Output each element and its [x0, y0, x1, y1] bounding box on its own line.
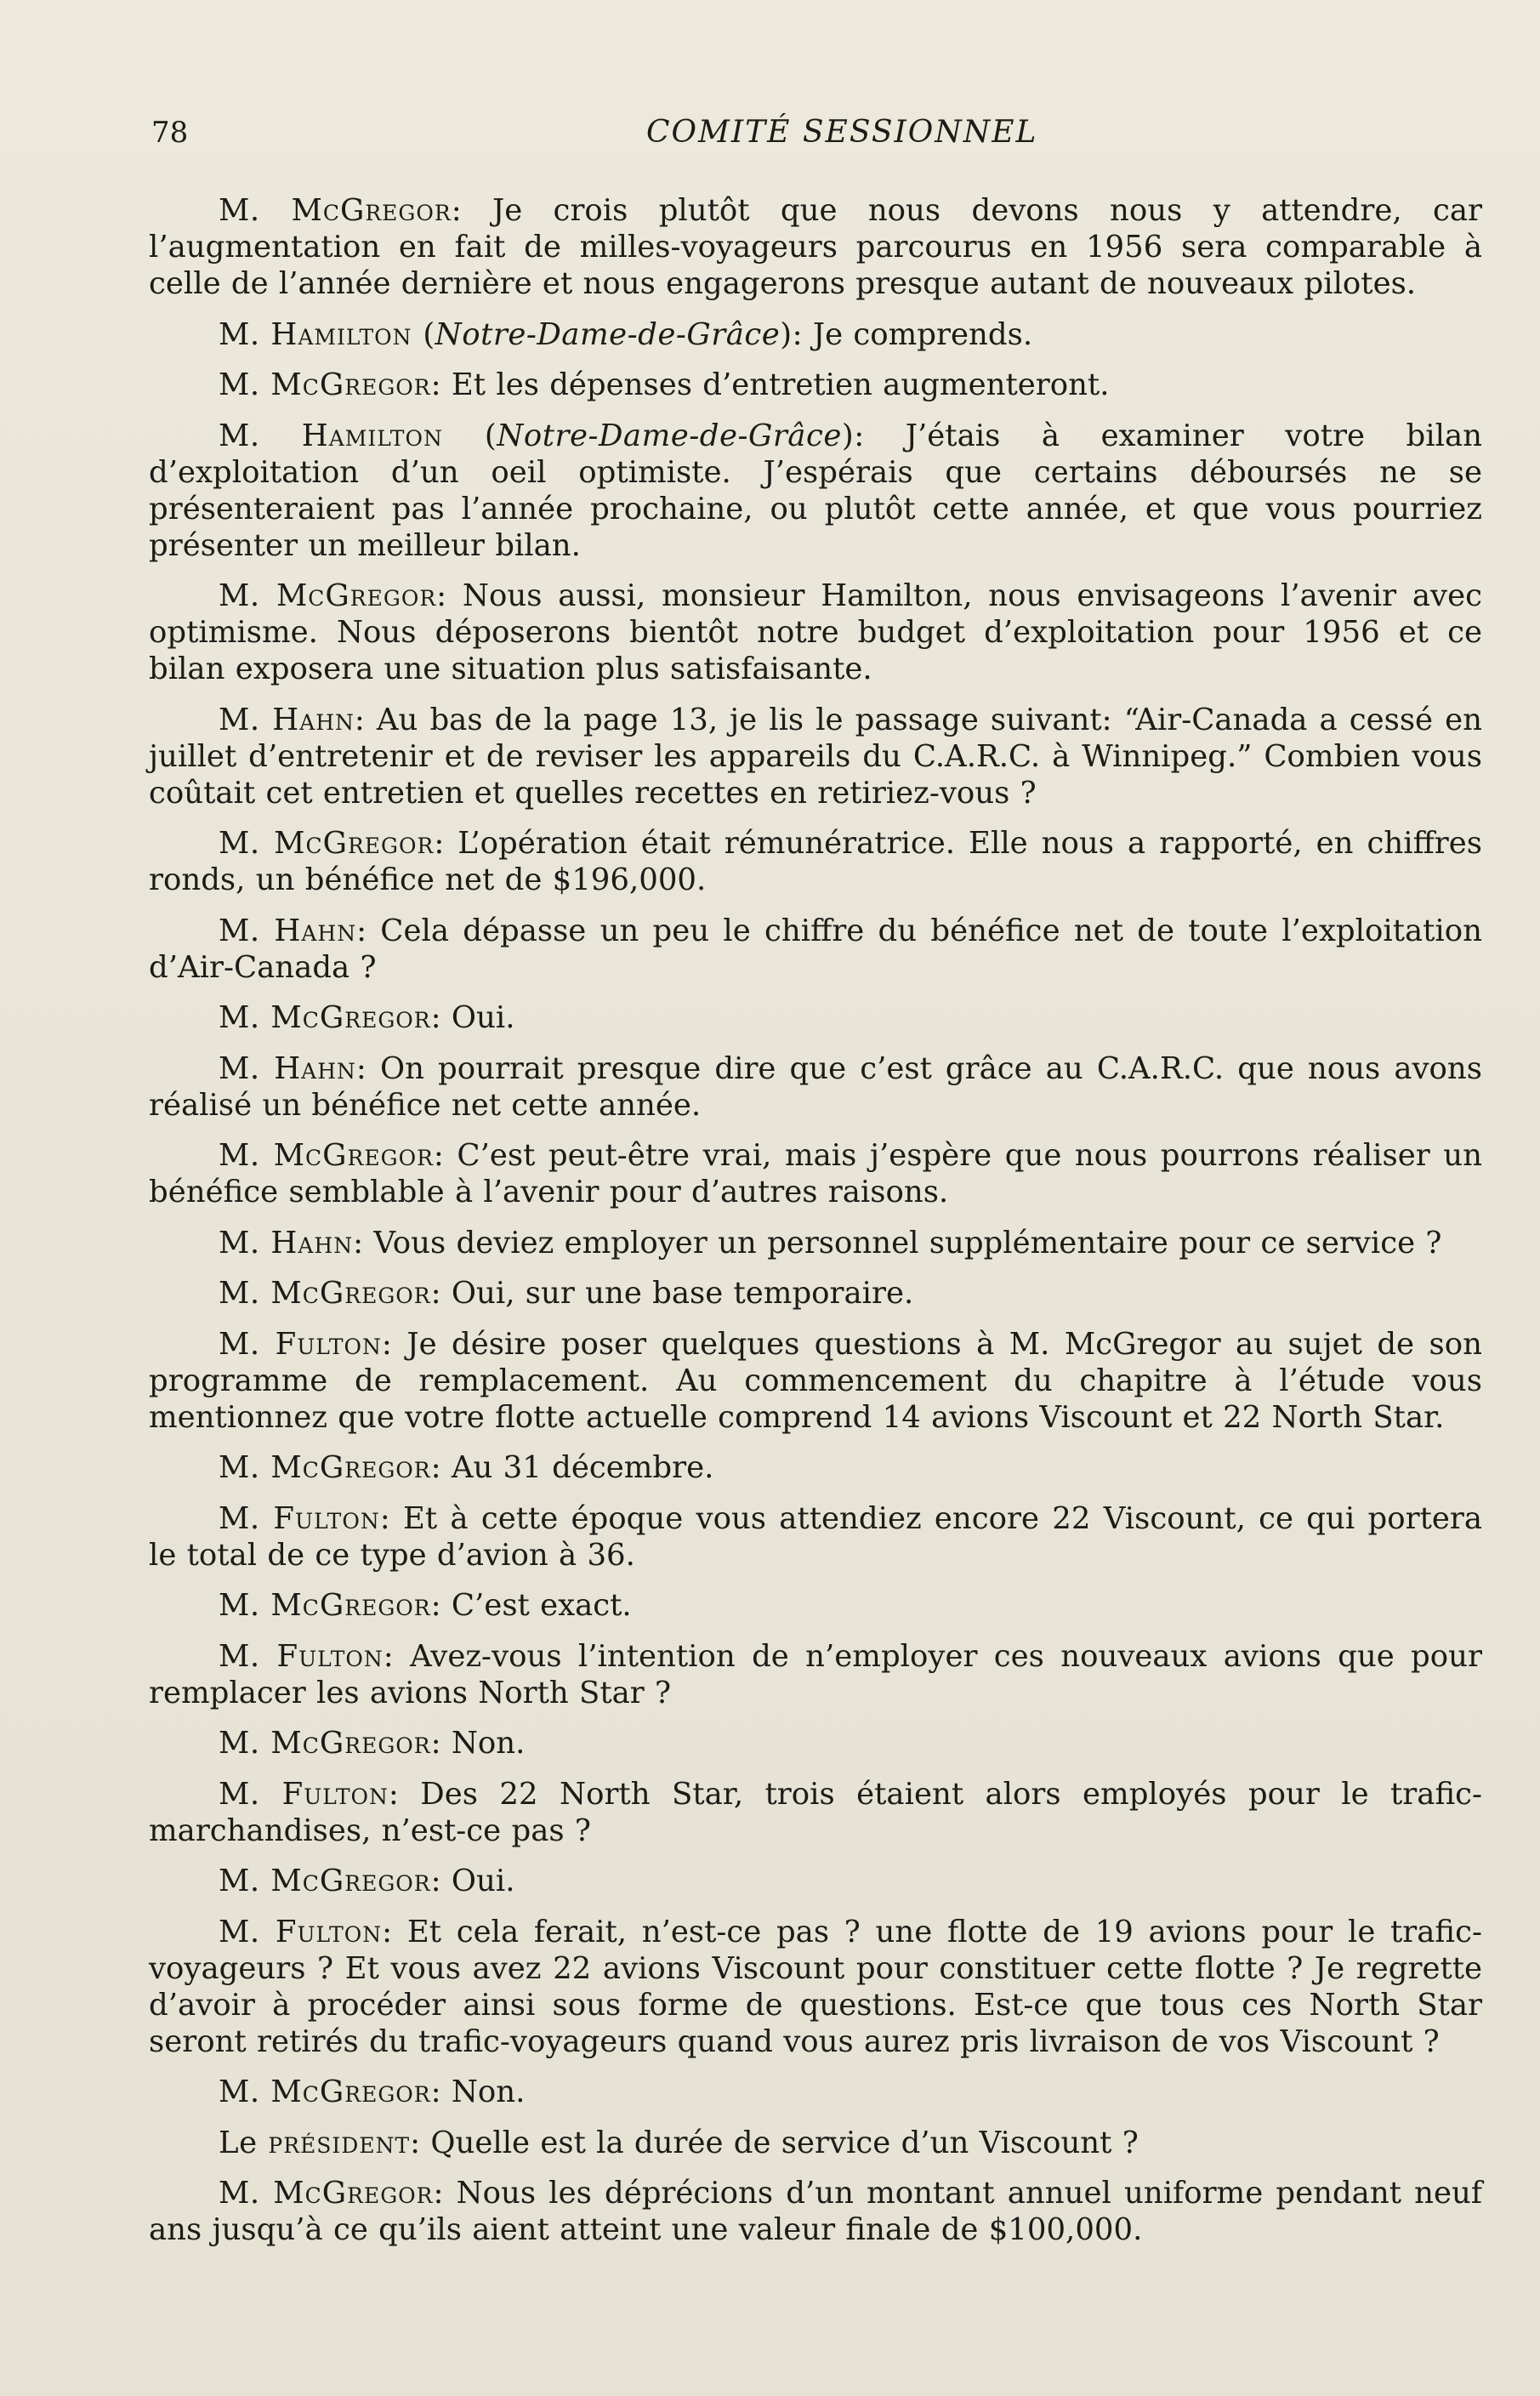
transcript-paragraph	[149, 999, 1482, 1036]
transcript-paragraph	[149, 825, 1482, 898]
transcript-paragraph	[149, 1638, 1482, 1711]
speaker-label	[219, 913, 356, 948]
page-number: 78	[151, 116, 189, 150]
transcript-paragraph	[149, 2175, 1482, 2248]
speaker-label	[219, 367, 431, 402]
speaker-name: McGregor	[270, 1450, 431, 1485]
speaker-title: M.	[219, 1326, 276, 1362]
speaker-name: Hamilton	[270, 316, 412, 352]
speaker-label	[219, 578, 436, 613]
speaker-label	[219, 1777, 389, 1812]
speech-text: : Nous les déprécions d’un montant annuel uniforme pendant neuf ans jusqu’à ce qu’ils aient atteint une valeur finale de $100,000.	[149, 2176, 1482, 2247]
speaker-title: M.	[219, 1864, 271, 1898]
transcript-paragraph	[149, 418, 1482, 564]
speaker-title: M.	[219, 913, 275, 948]
transcript-paragraph	[149, 1225, 1482, 1261]
speaker-label	[219, 1639, 384, 1674]
speaker-title: M.	[219, 367, 271, 402]
speech-text: : Au bas de la page 13, je lis le passage suivant: “Air-Canada a cessé en juillet d’entretenir et de reviser les appareils du C.A.R.C. à Winnipeg.” Combien vous coûtait cet entretien et quelles recettes en retiriez-vous ?	[149, 702, 1482, 811]
speaker-title: M.	[219, 1225, 271, 1261]
speaker-name: McGregor	[270, 1276, 431, 1311]
speaker-name: McGregor	[270, 367, 431, 402]
transcript-paragraph	[149, 1500, 1482, 1574]
speaker-title: M.	[219, 702, 273, 737]
running-head	[151, 116, 1463, 150]
speaker-label	[219, 1915, 382, 1949]
speech-text: : Vous deviez employer un personnel supplémentaire pour ce service ?	[353, 1225, 1442, 1261]
transcript-paragraph	[149, 1725, 1482, 1761]
transcript-paragraph	[149, 1776, 1482, 1849]
speaker-name: Hahn	[274, 1050, 356, 1086]
speaker-title: M.	[219, 1914, 276, 1949]
speaker-label	[219, 703, 355, 737]
speech-text: : Non.	[430, 1726, 526, 1761]
speaker-title: M.	[219, 2074, 271, 2109]
speaker-label	[219, 1226, 353, 1261]
speaker-label	[219, 1588, 431, 1623]
transcript-paragraph	[149, 1050, 1482, 1124]
speaker-label	[219, 1138, 434, 1173]
speaker-name: président	[268, 2125, 411, 2160]
speaker-title: M.	[219, 1450, 271, 1485]
speaker-name: Hamilton	[301, 418, 443, 453]
transcript-paragraph	[149, 1137, 1482, 1210]
speaker-title: M.	[219, 1776, 282, 1812]
speaker-name: McGregor	[270, 1588, 431, 1623]
speech-text: : Je désire poser quelques questions à M. McGregor au sujet de son programme de remplacement. Au commencement du chapitre à l’étude vous mentionnez que votre flotte actuelle comprend 14 avions Viscount et 22 North Star.	[149, 1326, 1482, 1435]
transcript-paragraph	[149, 192, 1482, 302]
speech-text: : Quelle est la durée de service d’un Viscount ?	[410, 2125, 1139, 2160]
speaker-name: Hahn	[270, 1225, 354, 1261]
speech-text: : J’étais à examiner votre bilan d’exploitation d’un oeil optimiste. J’espérais que certains déboursés ne se présenteraient pas l’année prochaine, ou plutôt cette année, et que vous pourriez présenter un meilleur bilan.	[149, 418, 1483, 563]
speaker-label: M. Hamilton (Notre-Dame-de-Grâce)	[219, 418, 855, 453]
transcript-paragraph	[149, 316, 1482, 353]
speech-text: : C’est peut-être vrai, mais j’espère que nous pourrons réaliser un bénéfice semblable à l’avenir pour d’autres raisons.	[149, 1138, 1483, 1209]
transcript-body	[149, 192, 1482, 2262]
speaker-title: M.	[219, 2176, 274, 2211]
speaker-title: M.	[219, 1726, 271, 1761]
speaker-title: M.	[219, 316, 271, 352]
speaker-title: M.	[219, 1050, 275, 1086]
speaker-label	[219, 2074, 431, 2109]
speaker-name: McGregor	[273, 1138, 434, 1173]
transcript-paragraph	[149, 1449, 1482, 1486]
speaker-title: M.	[219, 193, 292, 228]
speaker-name: Hahn	[274, 913, 357, 948]
speech-text: : L’opération était rémunératrice. Elle nous a rapporté, en chiffres ronds, un bénéfice net de $196,000.	[149, 826, 1483, 897]
speech-text: : Et cela ferait, n’est-ce pas ? une flotte de 19 avions pour le trafic-voyageurs ? Et vous avez 22 avions Viscount pour constituer cette flotte ? Je regrette d’avoir à procéder ainsi sous forme de questions. Est-ce que tous ces North Star seront retirés du trafic-voyageurs quand vous aurez pris livraison de vos Viscount ?	[149, 1914, 1482, 2059]
speaker-name: McGregor	[291, 193, 452, 228]
speech-text: : Des 22 North Star, trois étaient alors employés pour le trafic-marchandises, n’est-ce pas ?	[149, 1776, 1483, 1848]
speaker-label	[219, 2176, 433, 2211]
speech-text: : Non.	[430, 2074, 526, 2109]
speaker-name: McGregor	[270, 2074, 431, 2109]
speaker-name: Fulton	[273, 1500, 380, 1536]
speaker-name: Fulton	[275, 1326, 382, 1362]
speech-text: : Et à cette époque vous attendiez encore 22 Viscount, ce qui portera le total de ce type d’avion à 36.	[149, 1500, 1482, 1573]
speaker-name: McGregor	[274, 826, 435, 861]
speaker-title: M.	[219, 418, 302, 453]
transcript-paragraph	[149, 913, 1482, 986]
speech-text: : On pourrait presque dire que c’est grâce au C.A.R.C. que nous avons réalisé un bénéfice net cette année.	[149, 1050, 1482, 1123]
speaker-label: M. Hamilton (Notre-Dame-de-Grâce)	[219, 316, 793, 352]
transcript-paragraph	[149, 702, 1482, 811]
speaker-label	[219, 1000, 431, 1035]
speech-text: : Nous aussi, monsieur Hamilton, nous envisageons l’avenir avec optimisme. Nous déposerons bientôt notre budget d’exploitation pour 1956 et ce bilan exposera une situation plus satisfaisante.	[149, 578, 1482, 686]
speaker-label	[219, 1864, 431, 1898]
speaker-name: McGregor	[270, 1000, 431, 1035]
speaker-title: M.	[219, 578, 276, 613]
speaker-label	[219, 1726, 431, 1761]
speaker-title: M.	[219, 1000, 271, 1035]
speech-text: : Avez-vous l’intention de n’employer ces nouveaux avions que pour remplacer les avions North Star ?	[149, 1638, 1482, 1710]
transcript-paragraph	[149, 1275, 1482, 1312]
speaker-title: Le	[219, 2125, 269, 2160]
speaker-name: Hahn	[272, 702, 355, 737]
speaker-title: M.	[219, 1638, 277, 1674]
speaker-name: McGregor	[270, 1864, 431, 1898]
speaker-label	[219, 826, 434, 861]
speech-text: : Oui.	[430, 1000, 515, 1035]
speech-text: : Cela dépasse un peu le chiffre du bénéfice net de toute l’exploitation d’Air-Canada ?	[149, 913, 1482, 985]
speaker-constituency: Notre-Dame-de-Grâce	[497, 418, 842, 453]
speaker-title: M.	[219, 1588, 271, 1623]
speech-text: : Et les dépenses d’entretien augmenteront.	[430, 367, 1110, 402]
transcript-paragraph	[149, 2125, 1482, 2161]
speaker-name: McGregor	[276, 578, 437, 613]
speaker-constituency: Notre-Dame-de-Grâce	[435, 316, 781, 352]
speaker-title: M.	[219, 1276, 271, 1311]
speaker-label	[219, 1051, 356, 1086]
speaker-title: M.	[219, 1500, 274, 1536]
speaker-name: Fulton	[281, 1776, 389, 1812]
speech-text: : Oui, sur une base temporaire.	[430, 1276, 914, 1311]
speaker-label	[219, 1327, 382, 1362]
transcript-paragraph	[149, 367, 1482, 403]
speaker-title: M.	[219, 826, 275, 861]
speech-text: : Oui.	[430, 1864, 515, 1898]
speaker-label	[219, 1276, 431, 1311]
speech-text: : Je comprends.	[792, 316, 1033, 352]
transcript-paragraph	[149, 1863, 1482, 1899]
speaker-label	[219, 2126, 410, 2160]
speech-text: : C’est exact.	[430, 1588, 632, 1623]
transcript-paragraph	[149, 578, 1482, 687]
speaker-label	[219, 1450, 431, 1485]
transcript-paragraph	[149, 2074, 1482, 2110]
transcript-paragraph	[149, 1326, 1482, 1436]
speaker-name: Fulton	[275, 1914, 383, 1949]
transcript-paragraph	[149, 1587, 1482, 1624]
running-title: COMITÉ SESSIONNEL	[646, 115, 1038, 150]
speaker-name: McGregor	[270, 1726, 431, 1761]
speaker-label	[219, 1501, 380, 1536]
speech-text: : Je crois plutôt que nous devons nous y attendre, car l’augmentation en fait de milles-voyageurs parcourus en 1956 sera comparable à celle de l’année dernière et nous engagerons presque autant de nouveaux pilotes.	[149, 193, 1483, 301]
speaker-title: M.	[219, 1138, 274, 1173]
speaker-label	[219, 193, 452, 228]
speaker-name: McGregor	[273, 2176, 434, 2211]
transcript-paragraph	[149, 1914, 1482, 2060]
speech-text: : Au 31 décembre.	[430, 1450, 714, 1485]
speaker-name: Fulton	[276, 1638, 384, 1674]
